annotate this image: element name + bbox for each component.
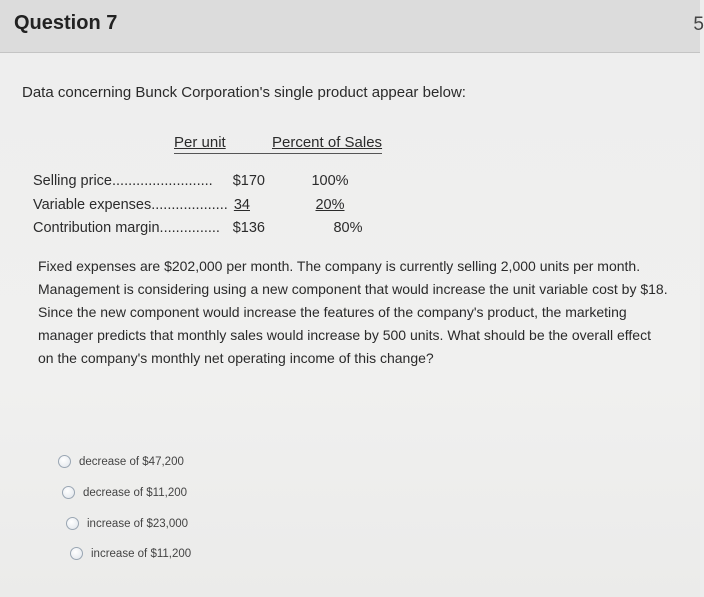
row-label-contribution-margin: Contribution margin...............: [33, 220, 220, 236]
question-header: [0, 0, 704, 53]
radio-button-icon[interactable]: [66, 517, 79, 530]
answer-option-1[interactable]: [58, 455, 184, 468]
row-percent-variable-expenses: 20%: [315, 197, 345, 213]
row-label-variable-expenses: Variable expenses...................: [33, 197, 228, 213]
answer-option-label: decrease of $47,200: [79, 455, 184, 468]
row-percent-contribution-margin: 80%: [333, 220, 363, 236]
answer-option-label: increase of $11,200: [91, 547, 192, 560]
row-per-unit-variable-expenses: 34: [233, 197, 250, 213]
paragraph-line: Management is considering using a new component that would increase the unit variable cost by $18.: [38, 281, 668, 297]
paragraph-line: manager predicts that monthly sales would increase by 500 units. What should be the overall effect: [38, 327, 651, 343]
answer-option-2[interactable]: [62, 486, 187, 499]
paragraph-line: Since the new component would increase the features of the company's product, the marketing: [38, 304, 627, 320]
radio-button-icon[interactable]: [70, 547, 83, 560]
row-label-selling-price: Selling price.........................: [33, 173, 213, 189]
header-underline: [174, 153, 382, 154]
row-per-unit-contribution-margin: $136: [232, 220, 265, 236]
question-intro: Data concerning Bunck Corporation's single product appear below:: [22, 84, 466, 101]
radio-button-icon[interactable]: [58, 455, 71, 468]
paragraph-line: on the company's monthly net operating income of this change?: [38, 350, 434, 366]
answer-option-label: increase of $23,000: [87, 517, 189, 530]
answer-option-label: decrease of $11,200: [83, 486, 188, 499]
question-title: Question 7: [14, 12, 118, 34]
column-header-per-unit: Per unit: [174, 134, 226, 151]
question-paragraph: [38, 255, 698, 370]
question-points: 5: [693, 14, 704, 35]
question-body: [0, 53, 700, 597]
row-percent-selling-price: 100%: [311, 173, 349, 189]
answer-option-3[interactable]: [66, 517, 188, 530]
paragraph-line: Fixed expenses are $202,000 per month. The company is currently selling 2,000 units per month.: [38, 258, 641, 274]
answer-option-4[interactable]: [70, 547, 191, 560]
row-per-unit-selling-price: $170: [232, 173, 265, 189]
radio-button-icon[interactable]: [62, 486, 75, 499]
column-header-percent: Percent of Sales: [272, 134, 383, 151]
